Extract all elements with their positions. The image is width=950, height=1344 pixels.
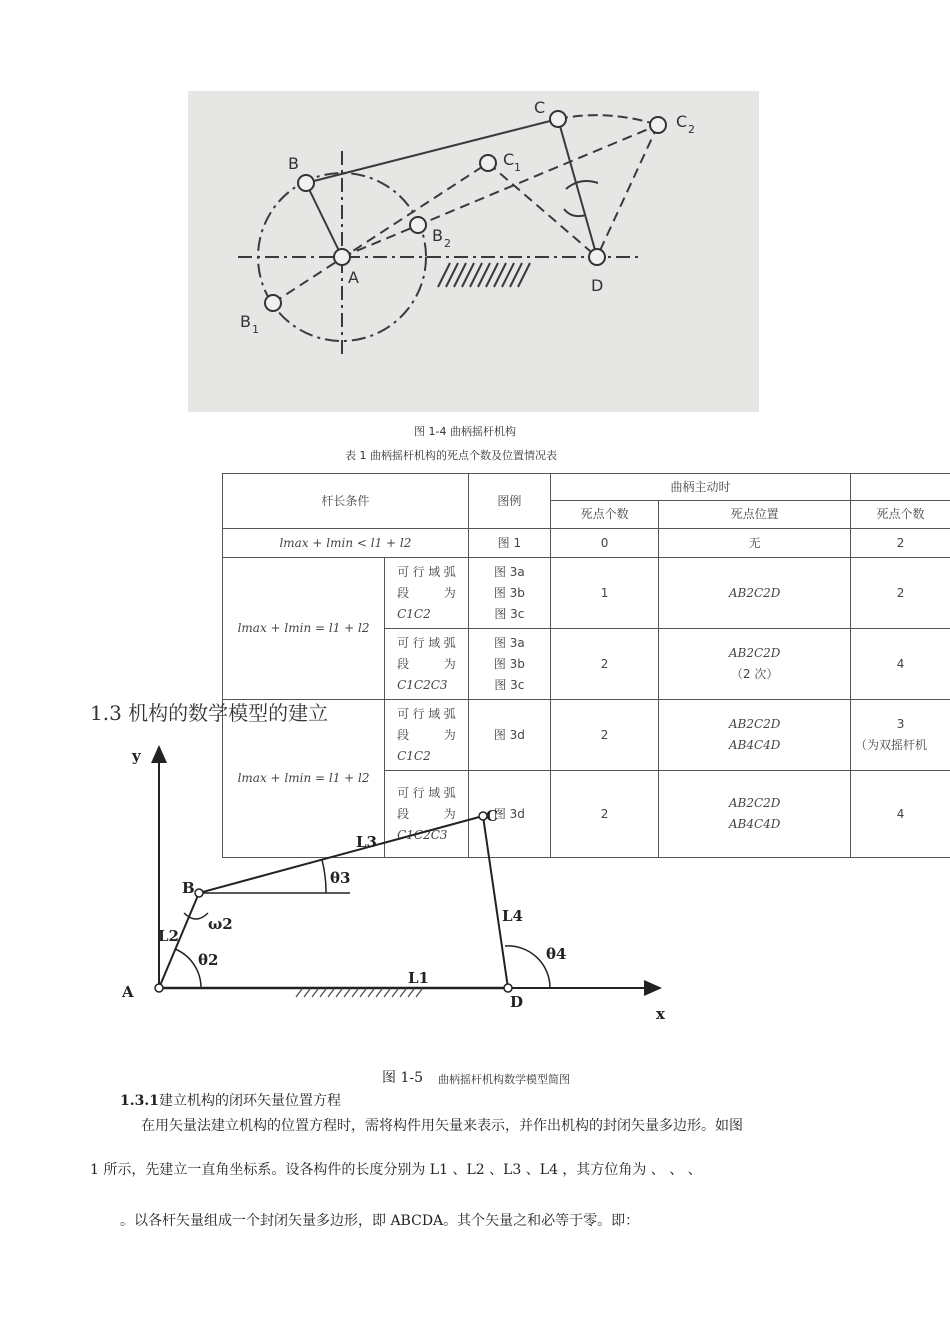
row4-right: 3 （为双摇杆机 [851,700,950,771]
joint-B [298,175,314,191]
joint-A [334,249,350,265]
row3-right: 4 [851,629,950,700]
line-C1-D [488,163,597,257]
ground-hatch [438,263,530,287]
subsection-title: 建立机构的闭环矢量位置方程 [158,1093,341,1109]
figure2-caption-text: 曲柄摇杆机构数学模型简图 [438,1073,570,1086]
label-x: x [656,1005,665,1023]
label-L1: L1 [408,969,429,987]
row1-legend: 图 1 [468,529,550,558]
label-theta2: θ2 [198,951,219,969]
rocker-CD [558,119,597,257]
crank-rocker-diagram [188,91,759,412]
label-L3: L3 [356,833,377,851]
joint-C1 [480,155,496,171]
figure1-caption: 图 1-4 曲柄摇杆机构 [414,425,516,438]
row2-legend: 图 3a 图 3b 图 3c [468,558,550,629]
joint-B1 [265,295,281,311]
label-C: C [486,807,498,825]
label-B1: B [240,312,251,331]
row1-count: 0 [550,529,658,558]
header-legend: 图例 [468,474,550,529]
row2-count: 1 [550,558,658,629]
header-condition: 杆长条件 [223,474,469,529]
crank-AB [306,183,342,257]
group2-condition: lmax + lmin = l1 + l2 [223,700,385,858]
label-theta4: θ4 [546,945,567,963]
line-C2-D [597,125,658,257]
row1-right: 2 [851,529,950,558]
header-count-right: 死点个数 [851,501,950,529]
label-B2-sub: 2 [444,237,451,250]
label-C: C [534,98,546,117]
joint-C [550,111,566,127]
section-title: 1.3 机构的数学模型的建立 [90,701,329,725]
theta3-arc [322,860,326,893]
row3-legend: 图 3a 图 3b 图 3c [468,629,550,700]
row4-count: 2 [550,700,658,771]
label-C2: C [676,112,688,131]
row1-position: 无 [659,529,851,558]
row5-position: AB2C2D AB4C4D [659,771,851,858]
label-L4: L4 [502,907,523,925]
row5-right: 4 [851,771,950,858]
label-C1: C [503,150,515,169]
joint-B [195,889,203,897]
joint-C2 [650,117,666,133]
subsection-number: 1.3.1 [120,1093,159,1109]
header-right-blank [851,474,950,501]
joint-D [589,249,605,265]
label-D: D [591,276,604,295]
row5-legend: 图 3d [468,771,550,858]
row2-domain: 可行域弧 段 为 C1C2 [385,558,469,629]
row1-condition: lmax + lmin < l1 + l2 [223,529,469,558]
header-count: 死点个数 [550,501,658,529]
label-A: A [122,983,134,1001]
label-D: D [510,993,524,1011]
header-crank-driven: 曲柄主动时 [550,474,850,501]
joint-B2 [410,217,426,233]
row5-count: 2 [550,771,658,858]
row3-position: AB2C2D （2 次） [659,629,851,700]
row4-position: AB2C2D AB4C4D [659,700,851,771]
label-B2: B [432,226,443,245]
label-B1-sub: 1 [252,323,259,336]
label-theta3: θ3 [330,869,351,887]
label-L2: L2 [158,927,179,945]
label-omega2: ω2 [208,915,233,933]
figure-math-model [110,735,700,1035]
theta4-arc [505,946,550,988]
paragraph-line-2: 1 所示，先建立一直角坐标系。设各构件的长度分别为 L1 、L2 、L3 、L4 ，其方位角为 、 、 、 [90,1162,702,1178]
header-position: 死点位置 [659,501,851,529]
joint-D [504,984,512,992]
row3-count: 2 [550,629,658,700]
rotation-arrow-upper [566,181,598,189]
label-A: A [348,268,359,287]
figure2-caption-number: 图 1-5 [382,1070,423,1086]
subsection-heading [120,1090,341,1110]
group1-condition: lmax + lmin = l1 + l2 [223,558,385,700]
paragraph-line-3: 。以各杆矢量组成一个封闭矢量多边形，即 ABCDA。其个矢量之和必等于零。即： [120,1213,640,1229]
row3-domain: 可行域弧 段 为 C1C2C3 [385,629,469,700]
line-A-C2 [342,125,658,257]
label-C1-sub: 1 [514,161,521,174]
ground-hatch-2 [296,989,422,997]
math-model-diagram [110,735,700,1035]
row2-position: AB2C2D [659,558,851,629]
row4-legend: 图 3d [468,700,550,771]
label-B: B [288,154,299,173]
link-L4 [483,816,508,988]
joint-A [155,984,163,992]
paragraph-line-1: 在用矢量法建立机构的位置方程时，需将构件用矢量来表示，并作出机构的封闭矢量多边形。如图 [141,1118,743,1134]
label-y: y [132,747,141,765]
rocker-arc [558,115,658,125]
row5-domain: 可行域弧 段 为 C1C2C3 [385,771,469,858]
row4-domain: 可行域弧 段 为 C1C2 [385,700,469,771]
figure-crank-rocker-scan [188,91,759,412]
label-C2-sub: 2 [688,123,695,136]
table-caption: 表 1 曲柄摇杆机构的死点个数及位置情况表 [345,449,557,462]
row2-right: 2 [851,558,950,629]
label-B: B [182,879,195,897]
